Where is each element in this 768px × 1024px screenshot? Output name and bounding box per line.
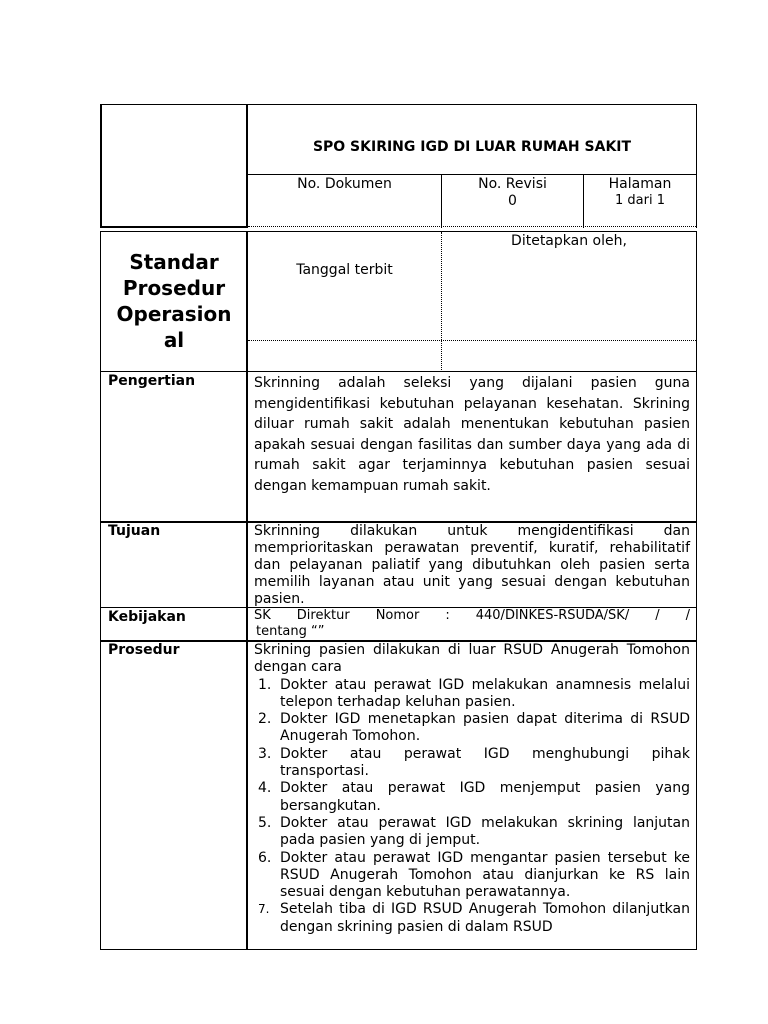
table-border: [246, 104, 248, 228]
no-dokumen-label: No. Dokumen: [297, 176, 392, 192]
table-border: [100, 226, 247, 228]
document-title: SPO SKIRING IGD DI LUAR RUMAH SAKIT: [312, 139, 632, 155]
no-revisi-label: No. Revisi: [478, 176, 547, 192]
halaman-value: 1 dari 1: [615, 193, 665, 208]
tujuan-label: Tujuan: [108, 523, 161, 539]
pengertian-text: Skrinning adalah seleksi yang dijalani pasien guna mengidentifikasi kebutuhan pelayanan kesehatan. Skrining diluar rumah sakit adalah menentukan kebutuhan pasien apakah sesuai dengan fasilitas dan sumber daya yang ada di rumah sakit agar terjaminnya kebutuhan pasien sesuai dengan kemampuan rumah sakit.: [254, 375, 690, 494]
table-border: [441, 232, 442, 372]
table-border: [696, 104, 697, 228]
step-number: 4.: [258, 780, 272, 797]
ditetapkan-oleh-label: Ditetapkan oleh,: [511, 233, 627, 249]
prosedur-label: Prosedur: [108, 642, 180, 658]
list-item: [254, 780, 690, 815]
table-border: [100, 231, 697, 232]
step-text: Dokter atau perawat IGD menghubungi pihak transportasi.: [280, 745, 690, 780]
tujuan-text: Skrinning dilakukan untuk mengidentifikasi dan memprioritaskan perawatan preventif, kuratif, rehabilitatif dan pelayanan paliatif yang dibutuhkan oleh pasien serta memilih layanan atau unit yang sesuai dengan kebutuhan pasien.: [254, 523, 690, 607]
list-item: [254, 815, 690, 850]
step-text: Dokter atau perawat IGD melakukan skrining lanjutan pada pasien yang di jemput.: [280, 814, 690, 849]
list-item: [254, 711, 690, 746]
table-border: [246, 231, 248, 950]
table-border: [100, 104, 697, 105]
spo-title-line: al: [163, 328, 185, 352]
spo-title-line: Standar: [129, 250, 219, 274]
step-text: Setelah tiba di IGD RSUD Anugerah Tomohon dilanjutkan dengan skrining pasien di dalam RSUD: [280, 901, 690, 935]
prosedur-steps: [254, 677, 690, 936]
kebijakan-line2: tentang “”: [256, 624, 325, 639]
step-number: 7.: [258, 902, 270, 917]
halaman-label: Halaman: [608, 176, 672, 192]
table-border: [100, 949, 697, 950]
no-revisi-value: 0: [508, 193, 517, 209]
spo-title-line: Operasion: [116, 302, 232, 326]
table-border: [248, 340, 696, 341]
spo-title-line: Prosedur: [122, 276, 226, 300]
table-border: [248, 226, 696, 227]
step-number: 6.: [258, 849, 272, 866]
list-item: [254, 901, 690, 936]
table-border: [100, 104, 102, 228]
table-border: [696, 231, 697, 950]
step-text: Dokter atau perawat IGD mengantar pasien tersebut ke RSUD Anugerah Tomohon atau dianjurkan ke RS lain sesuai dengan kebutuhan perawatannya.: [280, 849, 690, 901]
pengertian-label: Pengertian: [108, 373, 196, 389]
kebijakan-line1: SK Direktur Nomor : 440/DINKES-RSUDA/SK/ / /: [254, 608, 690, 623]
step-text: Dokter atau perawat IGD menjemput pasien yang bersangkutan.: [280, 780, 690, 814]
table-border: [100, 231, 101, 950]
prosedur-intro: Skrining pasien dilakukan di luar RSUD Anugerah Tomohon dengan cara: [254, 642, 690, 676]
tanggal-terbit-label: Tanggal terbit: [296, 262, 393, 278]
list-item: [254, 746, 690, 781]
step-number: 5.: [258, 814, 272, 831]
list-item: [254, 850, 690, 902]
prosedur-content: [254, 642, 690, 948]
kebijakan-label: Kebijakan: [108, 609, 186, 625]
list-item: [254, 677, 690, 712]
step-number: 3.: [258, 745, 272, 762]
step-number: 1.: [258, 676, 272, 693]
step-number: 2.: [258, 711, 272, 728]
step-text: Dokter atau perawat IGD melakukan anamnesis melalui telepon terhadap keluhan pasien.: [280, 676, 690, 710]
table-border: [100, 371, 697, 372]
step-text: Dokter IGD menetapkan pasien dapat diterima di RSUD Anugerah Tomohon.: [280, 711, 690, 745]
spo-title: [102, 249, 246, 353]
table-border: [246, 174, 697, 175]
